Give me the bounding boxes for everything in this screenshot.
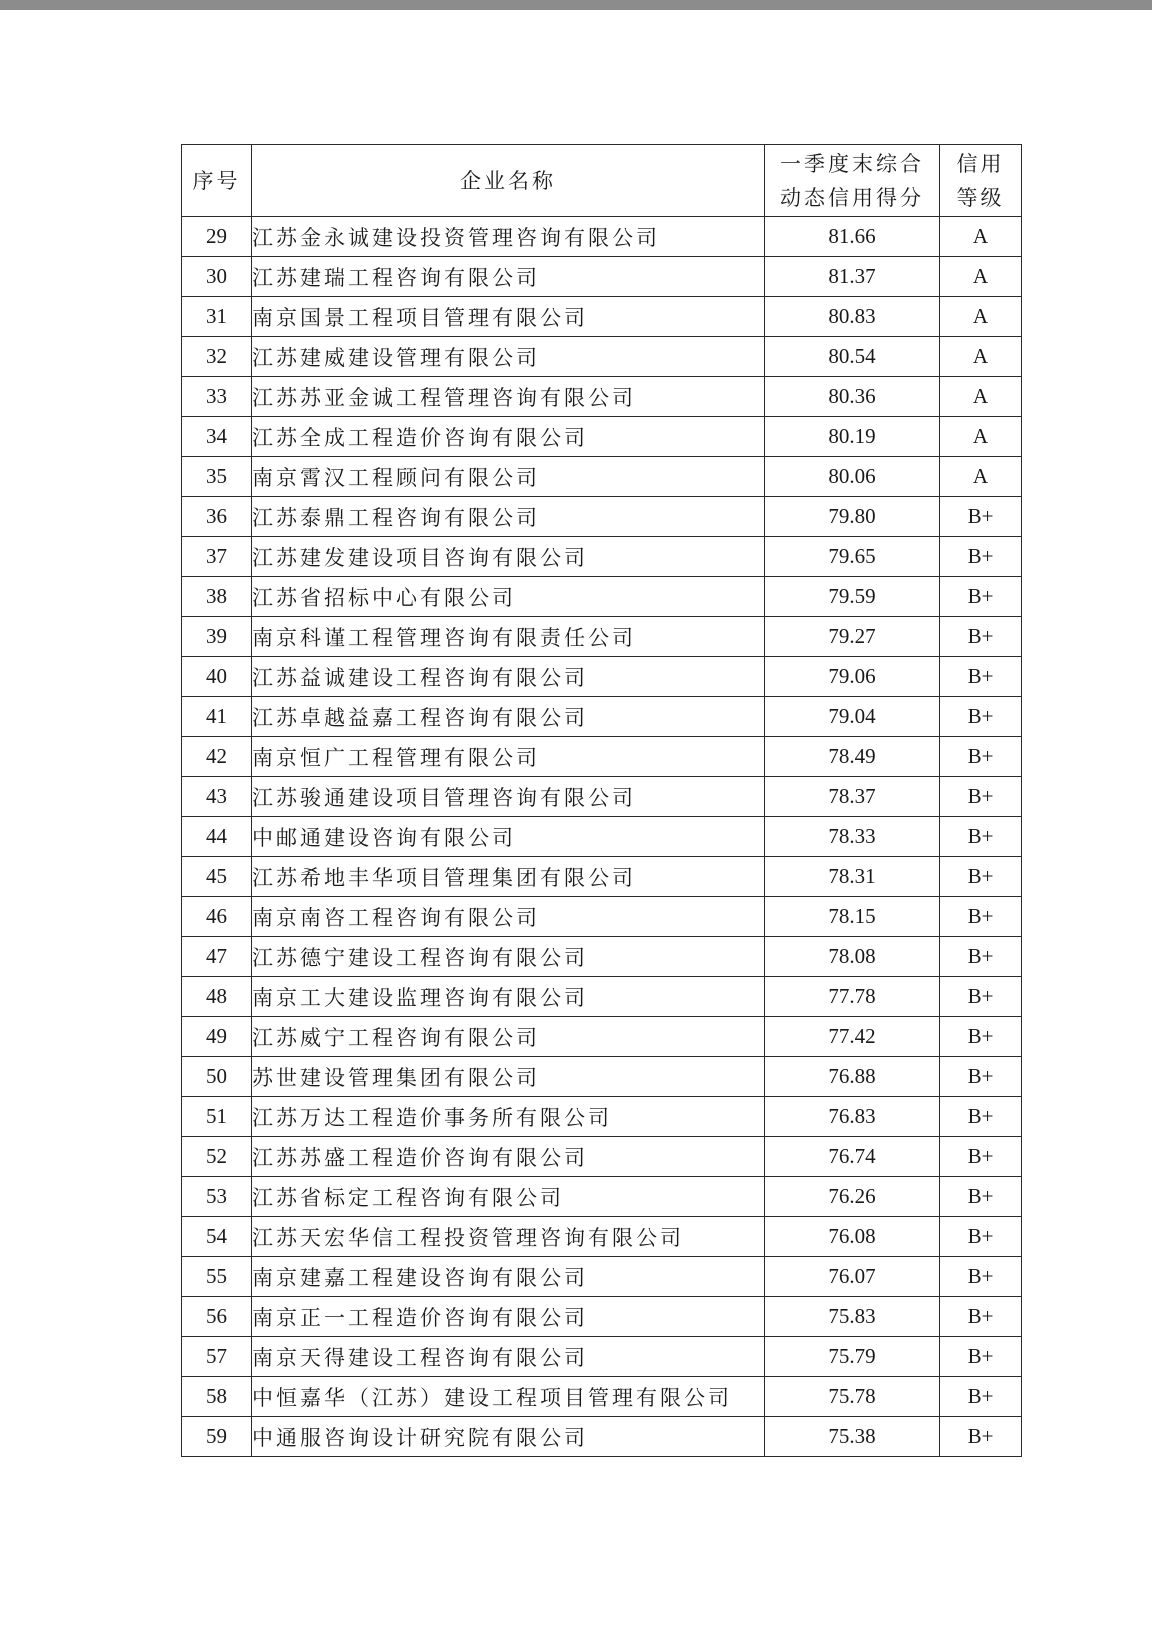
row-company-name: 南京恒广工程管理有限公司: [252, 737, 765, 777]
row-index: 34: [182, 417, 252, 457]
document-page: [0, 10, 1152, 1652]
table-row: [182, 1377, 1022, 1417]
table-row: [182, 937, 1022, 977]
row-company-name: 中通服咨询设计研究院有限公司: [252, 1417, 765, 1457]
row-index: 42: [182, 737, 252, 777]
table-row: [182, 1257, 1022, 1297]
header-score-line1: 一季度末综合: [780, 151, 924, 176]
row-grade: B+: [940, 1097, 1022, 1137]
row-score: 75.78: [765, 1377, 940, 1417]
row-company-name: 江苏全成工程造价咨询有限公司: [252, 417, 765, 457]
row-index: 44: [182, 817, 252, 857]
row-score: 80.19: [765, 417, 940, 457]
table-row: [182, 1297, 1022, 1337]
row-company-name: 南京工大建设监理咨询有限公司: [252, 977, 765, 1017]
row-grade: A: [940, 257, 1022, 297]
row-index: 50: [182, 1057, 252, 1097]
row-index: 33: [182, 377, 252, 417]
row-grade: B+: [940, 1297, 1022, 1337]
row-score: 79.80: [765, 497, 940, 537]
row-company-name: 中恒嘉华（江苏）建设工程项目管理有限公司: [252, 1377, 765, 1417]
header-grade-line2: 等级: [956, 185, 1005, 210]
row-index: 58: [182, 1377, 252, 1417]
row-company-name: 江苏金永诚建设投资管理咨询有限公司: [252, 217, 765, 257]
row-index: 56: [182, 1297, 252, 1337]
row-index: 45: [182, 857, 252, 897]
table-row: [182, 817, 1022, 857]
table-row: [182, 737, 1022, 777]
row-grade: B+: [940, 1337, 1022, 1377]
row-index: 54: [182, 1217, 252, 1257]
row-company-name: 江苏建发建设项目咨询有限公司: [252, 537, 765, 577]
row-grade: B+: [940, 777, 1022, 817]
row-company-name: 江苏泰鼎工程咨询有限公司: [252, 497, 765, 537]
row-index: 40: [182, 657, 252, 697]
row-score: 80.83: [765, 297, 940, 337]
row-score: 79.04: [765, 697, 940, 737]
row-score: 75.83: [765, 1297, 940, 1337]
table-row: [182, 377, 1022, 417]
row-score: 77.78: [765, 977, 940, 1017]
table-row: [182, 857, 1022, 897]
row-grade: B+: [940, 977, 1022, 1017]
table-row: [182, 577, 1022, 617]
header-grade-line1: 信用: [956, 151, 1005, 176]
table-row: [182, 1417, 1022, 1457]
row-index: 30: [182, 257, 252, 297]
row-grade: B+: [940, 817, 1022, 857]
table-row: [182, 1177, 1022, 1217]
table-row: [182, 257, 1022, 297]
row-index: 57: [182, 1337, 252, 1377]
row-company-name: 南京建嘉工程建设咨询有限公司: [252, 1257, 765, 1297]
row-score: 78.31: [765, 857, 940, 897]
header-grade: [940, 145, 1022, 217]
row-company-name: 南京天得建设工程咨询有限公司: [252, 1337, 765, 1377]
row-index: 46: [182, 897, 252, 937]
table-header: [182, 145, 1022, 217]
row-score: 80.06: [765, 457, 940, 497]
row-grade: B+: [940, 537, 1022, 577]
row-index: 35: [182, 457, 252, 497]
table-row: [182, 1137, 1022, 1177]
row-company-name: 江苏益诚建设工程咨询有限公司: [252, 657, 765, 697]
row-company-name: 江苏苏盛工程造价咨询有限公司: [252, 1137, 765, 1177]
row-company-name: 江苏建威建设管理有限公司: [252, 337, 765, 377]
row-company-name: 江苏省招标中心有限公司: [252, 577, 765, 617]
row-grade: B+: [940, 1377, 1022, 1417]
row-index: 29: [182, 217, 252, 257]
row-score: 75.79: [765, 1337, 940, 1377]
table-row: [182, 417, 1022, 457]
table-row: [182, 617, 1022, 657]
row-score: 76.08: [765, 1217, 940, 1257]
table-row: [182, 457, 1022, 497]
row-grade: B+: [940, 697, 1022, 737]
row-grade: B+: [940, 1217, 1022, 1257]
row-index: 51: [182, 1097, 252, 1137]
row-company-name: 江苏建瑞工程咨询有限公司: [252, 257, 765, 297]
row-score: 78.49: [765, 737, 940, 777]
row-grade: B+: [940, 577, 1022, 617]
row-score: 78.08: [765, 937, 940, 977]
table-body: [182, 217, 1022, 1457]
row-grade: B+: [940, 897, 1022, 937]
table-row: [182, 1217, 1022, 1257]
row-index: 38: [182, 577, 252, 617]
row-company-name: 江苏天宏华信工程投资管理咨询有限公司: [252, 1217, 765, 1257]
table-row: [182, 497, 1022, 537]
table-row: [182, 537, 1022, 577]
table-row: [182, 1017, 1022, 1057]
row-index: 41: [182, 697, 252, 737]
header-index: 序号: [182, 145, 252, 217]
header-company-name: 企业名称: [252, 145, 765, 217]
row-company-name: 江苏苏亚金诚工程管理咨询有限公司: [252, 377, 765, 417]
table-row: [182, 657, 1022, 697]
table-row: [182, 897, 1022, 937]
row-index: 39: [182, 617, 252, 657]
row-index: 48: [182, 977, 252, 1017]
row-score: 79.06: [765, 657, 940, 697]
table-row: [182, 977, 1022, 1017]
row-company-name: 江苏骏通建设项目管理咨询有限公司: [252, 777, 765, 817]
row-company-name: 江苏希地丰华项目管理集团有限公司: [252, 857, 765, 897]
row-company-name: 南京南咨工程咨询有限公司: [252, 897, 765, 937]
table-row: [182, 1097, 1022, 1137]
row-score: 77.42: [765, 1017, 940, 1057]
row-score: 76.88: [765, 1057, 940, 1097]
table-row: [182, 697, 1022, 737]
row-company-name: 苏世建设管理集团有限公司: [252, 1057, 765, 1097]
row-score: 79.65: [765, 537, 940, 577]
row-score: 80.54: [765, 337, 940, 377]
table-row: [182, 337, 1022, 377]
row-score: 75.38: [765, 1417, 940, 1457]
row-grade: B+: [940, 1057, 1022, 1097]
row-index: 31: [182, 297, 252, 337]
row-grade: B+: [940, 937, 1022, 977]
row-score: 76.07: [765, 1257, 940, 1297]
table-row: [182, 1057, 1022, 1097]
row-score: 81.66: [765, 217, 940, 257]
row-company-name: 中邮通建设咨询有限公司: [252, 817, 765, 857]
row-grade: B+: [940, 737, 1022, 777]
row-grade: B+: [940, 497, 1022, 537]
table-row: [182, 217, 1022, 257]
row-score: 80.36: [765, 377, 940, 417]
row-company-name: 江苏威宁工程咨询有限公司: [252, 1017, 765, 1057]
table-row: [182, 297, 1022, 337]
row-company-name: 江苏卓越益嘉工程咨询有限公司: [252, 697, 765, 737]
row-grade: B+: [940, 1177, 1022, 1217]
row-grade: B+: [940, 617, 1022, 657]
row-grade: B+: [940, 1017, 1022, 1057]
row-grade: B+: [940, 857, 1022, 897]
row-index: 37: [182, 537, 252, 577]
row-grade: A: [940, 377, 1022, 417]
row-score: 76.83: [765, 1097, 940, 1137]
row-grade: A: [940, 337, 1022, 377]
row-grade: B+: [940, 1417, 1022, 1457]
row-score: 81.37: [765, 257, 940, 297]
row-company-name: 南京科谨工程管理咨询有限责任公司: [252, 617, 765, 657]
row-index: 36: [182, 497, 252, 537]
row-index: 43: [182, 777, 252, 817]
row-grade: B+: [940, 1257, 1022, 1297]
row-score: 79.59: [765, 577, 940, 617]
table-row: [182, 777, 1022, 817]
row-grade: A: [940, 417, 1022, 457]
header-score-line2: 动态信用得分: [780, 185, 924, 210]
row-index: 49: [182, 1017, 252, 1057]
row-company-name: 江苏德宁建设工程咨询有限公司: [252, 937, 765, 977]
top-scan-edge: [0, 0, 1152, 10]
row-index: 32: [182, 337, 252, 377]
row-score: 79.27: [765, 617, 940, 657]
row-grade: A: [940, 457, 1022, 497]
row-index: 52: [182, 1137, 252, 1177]
row-grade: A: [940, 217, 1022, 257]
row-score: 76.26: [765, 1177, 940, 1217]
row-score: 78.33: [765, 817, 940, 857]
table-row: [182, 1337, 1022, 1377]
row-score: 78.37: [765, 777, 940, 817]
header-row: [182, 145, 1022, 217]
row-index: 59: [182, 1417, 252, 1457]
header-score: [765, 145, 940, 217]
row-score: 76.74: [765, 1137, 940, 1177]
credit-score-table: [181, 144, 1022, 1457]
row-company-name: 江苏万达工程造价事务所有限公司: [252, 1097, 765, 1137]
row-company-name: 南京正一工程造价咨询有限公司: [252, 1297, 765, 1337]
row-index: 47: [182, 937, 252, 977]
row-grade: B+: [940, 657, 1022, 697]
row-company-name: 南京霄汉工程顾问有限公司: [252, 457, 765, 497]
row-grade: B+: [940, 1137, 1022, 1177]
row-grade: A: [940, 297, 1022, 337]
row-index: 53: [182, 1177, 252, 1217]
row-index: 55: [182, 1257, 252, 1297]
row-company-name: 南京国景工程项目管理有限公司: [252, 297, 765, 337]
row-score: 78.15: [765, 897, 940, 937]
row-company-name: 江苏省标定工程咨询有限公司: [252, 1177, 765, 1217]
